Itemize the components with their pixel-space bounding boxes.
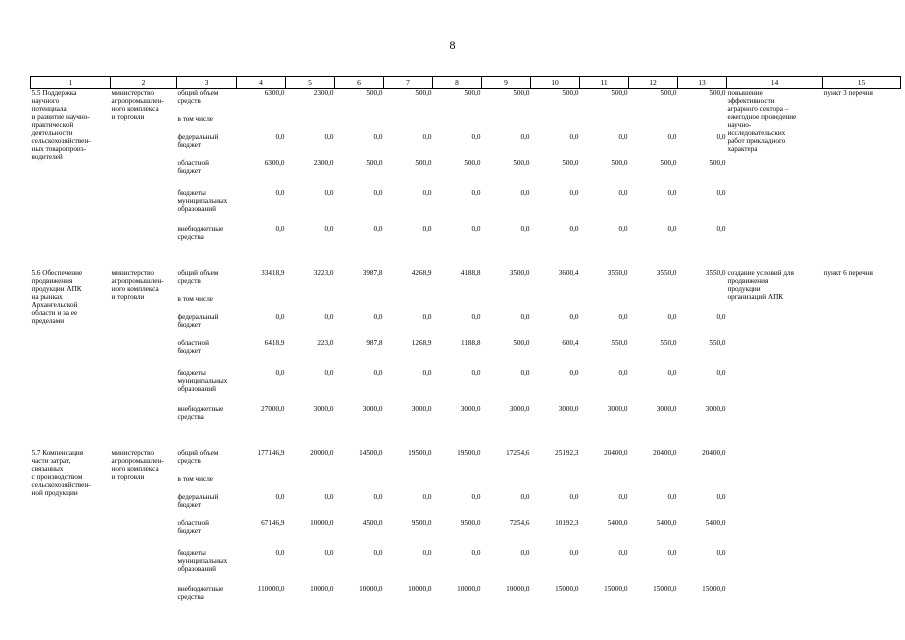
funding-source-label: областной бюджет	[177, 158, 209, 175]
measure-name: 5.6 Обеспечение продвижения продукции АПК на рынках Архангельской области и за ее пределами	[31, 268, 83, 325]
funding-value	[335, 115, 384, 133]
funding-value: 0,0	[618, 492, 628, 501]
funding-value: 0,0	[618, 548, 628, 557]
funding-source-label: общий объем средств	[177, 268, 219, 285]
funding-source-label: областной бюджет	[177, 518, 209, 535]
funding-value	[678, 115, 727, 133]
funding-source-label: федеральный бюджет	[177, 132, 219, 149]
funding-value	[531, 115, 580, 133]
funding-value: 0,0	[716, 188, 726, 197]
funding-value: 500,0	[464, 158, 481, 167]
funding-value: 500,0	[709, 158, 726, 167]
header-cell: 14	[727, 77, 823, 89]
funding-value: 0,0	[324, 188, 334, 197]
funding-value: 0,0	[471, 548, 481, 557]
funding-value: 0,0	[275, 188, 285, 197]
funding-value: 3550,0	[705, 268, 726, 277]
funding-source-label: внебюджетные средства	[177, 584, 224, 601]
funding-value: 550,0	[709, 338, 726, 347]
funding-source-label: в том числе	[177, 474, 213, 483]
funding-value: 3000,0	[411, 404, 432, 413]
funding-value: 177146,9	[257, 448, 285, 457]
reference-item	[823, 449, 901, 609]
measure-name: 5.7 Компенсация части затрат, связанных с производством сельскохозяйствен- ной продукции	[31, 448, 91, 497]
block-spacer	[31, 429, 901, 449]
funding-value	[580, 475, 629, 493]
funding-value	[433, 115, 482, 133]
funding-value: 0,0	[520, 224, 530, 233]
funding-value	[237, 295, 286, 313]
funding-value: 500,0	[513, 338, 530, 347]
funding-value: 20400,0	[604, 448, 628, 457]
funding-value	[237, 475, 286, 493]
funding-value: 0,0	[569, 368, 579, 377]
header-cell: 2	[111, 77, 177, 89]
funding-value: 500,0	[562, 89, 579, 97]
funding-value: 0,0	[618, 132, 628, 141]
funding-value: 0,0	[373, 132, 383, 141]
funding-value: 10000,0	[506, 584, 530, 593]
funding-value: 17254,6	[506, 448, 530, 457]
funding-value	[629, 295, 678, 313]
funding-value: 3000,0	[509, 404, 530, 413]
funding-value: 0,0	[373, 368, 383, 377]
funding-value: 0,0	[716, 224, 726, 233]
funding-value: 20000,0	[310, 448, 334, 457]
funding-value: 67146,9	[261, 518, 285, 527]
table-body	[31, 89, 901, 609]
funding-value: 0,0	[324, 132, 334, 141]
funding-source-label: бюджеты муниципальных образований	[177, 188, 228, 213]
funding-value	[482, 295, 531, 313]
funding-value: 223,0	[317, 338, 334, 347]
header-cell: 7	[384, 77, 433, 89]
funding-value	[433, 295, 482, 313]
funding-value: 0,0	[520, 548, 530, 557]
funding-value	[482, 115, 531, 133]
expected-result	[727, 449, 823, 609]
funding-value: 0,0	[520, 368, 530, 377]
header-cell: 1	[31, 77, 111, 89]
measure-name: 5.5 Поддержка научного потенциала и развитие научно- практической деятельности сельскохозяйствен- ных товаропроиз- водителей	[31, 89, 91, 161]
funding-value	[286, 115, 335, 133]
funding-value: 0,0	[569, 312, 579, 321]
funding-value: 7254,6	[509, 518, 530, 527]
table-row	[31, 449, 901, 475]
funding-value: 0,0	[422, 224, 432, 233]
funding-value	[531, 475, 580, 493]
funding-value: 19500,0	[408, 448, 432, 457]
funding-source-label: областной бюджет	[177, 338, 209, 355]
funding-value: 500,0	[611, 158, 628, 167]
funding-value: 0,0	[716, 548, 726, 557]
funding-value: 2300,0	[313, 89, 334, 97]
funding-value: 0,0	[716, 492, 726, 501]
funding-value: 3000,0	[705, 404, 726, 413]
funding-value: 0,0	[471, 132, 481, 141]
funding-value: 4268,9	[411, 268, 432, 277]
funding-value: 0,0	[275, 548, 285, 557]
funding-value: 0,0	[422, 312, 432, 321]
funding-value: 1188,8	[461, 338, 481, 347]
funding-value: 25192,3	[555, 448, 579, 457]
funding-value: 500,0	[513, 89, 530, 97]
expected-result: повышение эффективности аграрного сектора – ежегодное проведение научно- исследовательских работ прикладного характера	[727, 89, 797, 153]
spacer-cell	[31, 249, 901, 269]
funding-value: 6300,0	[264, 89, 285, 97]
funding-value: 0,0	[422, 132, 432, 141]
funding-value: 500,0	[709, 89, 726, 97]
funding-value: 20400,0	[653, 448, 677, 457]
funding-value	[237, 115, 286, 133]
program-table	[30, 76, 901, 609]
funding-value: 0,0	[324, 312, 334, 321]
header-cell: 8	[433, 77, 482, 89]
funding-value: 0,0	[373, 312, 383, 321]
funding-value: 9500,0	[411, 518, 432, 527]
funding-value: 0,0	[618, 188, 628, 197]
funding-value: 500,0	[366, 89, 383, 97]
funding-value: 0,0	[373, 492, 383, 501]
funding-source-label: внебюджетные средства	[177, 404, 224, 421]
funding-value: 19500,0	[457, 448, 481, 457]
funding-value	[629, 115, 678, 133]
funding-value	[580, 115, 629, 133]
funding-value: 500,0	[562, 158, 579, 167]
funding-value	[384, 475, 433, 493]
spacer-cell	[31, 429, 901, 449]
executor-name: министерство агропромышлен- ного комплекса и торговли	[111, 89, 164, 121]
funding-source-label: федеральный бюджет	[177, 492, 219, 509]
funding-value	[433, 475, 482, 493]
funding-value: 0,0	[324, 548, 334, 557]
header-cell: 10	[531, 77, 580, 89]
funding-value: 3500,0	[509, 268, 530, 277]
funding-value	[531, 295, 580, 313]
funding-value: 600,4	[562, 338, 579, 347]
funding-value: 10000,0	[457, 584, 481, 593]
funding-value: 0,0	[667, 188, 677, 197]
funding-value: 0,0	[618, 224, 628, 233]
funding-value: 0,0	[667, 132, 677, 141]
funding-value: 500,0	[464, 89, 481, 97]
funding-value: 0,0	[324, 224, 334, 233]
funding-value: 14500,0	[359, 448, 383, 457]
funding-value: 15000,0	[604, 584, 628, 593]
funding-value: 3000,0	[362, 404, 383, 413]
header-row	[31, 77, 901, 89]
funding-value: 0,0	[667, 368, 677, 377]
funding-value	[678, 295, 727, 313]
executor-name: министерство агропромышлен- ного комплекса и торговли	[111, 268, 164, 301]
funding-value: 20400,0	[702, 448, 726, 457]
funding-value: 550,0	[660, 338, 677, 347]
funding-value: 0,0	[373, 224, 383, 233]
funding-value: 0,0	[569, 492, 579, 501]
block-spacer	[31, 249, 901, 269]
reference-item: пункт 3 перечня	[823, 89, 873, 97]
funding-value: 0,0	[373, 188, 383, 197]
table-row	[31, 89, 901, 115]
funding-value: 0,0	[275, 132, 285, 141]
funding-source-label: федеральный бюджет	[177, 312, 219, 329]
funding-value: 0,0	[275, 224, 285, 233]
funding-source-label: внебюджетные средства	[177, 224, 224, 241]
funding-value: 0,0	[618, 368, 628, 377]
header-cell: 6	[335, 77, 384, 89]
funding-value: 500,0	[415, 158, 432, 167]
funding-value: 0,0	[716, 368, 726, 377]
funding-value: 2300,0	[313, 158, 334, 167]
funding-value: 3000,0	[558, 404, 579, 413]
funding-value: 6300,0	[264, 158, 285, 167]
funding-source-label: в том числе	[177, 294, 213, 303]
page-number: 8	[449, 38, 456, 52]
funding-value: 0,0	[471, 188, 481, 197]
funding-value: 10192,3	[555, 518, 579, 527]
funding-value: 0,0	[422, 368, 432, 377]
funding-value: 0,0	[471, 224, 481, 233]
funding-value: 110000,0	[257, 584, 285, 593]
funding-value: 3223,0	[313, 268, 334, 277]
funding-value: 500,0	[660, 158, 677, 167]
funding-value: 3000,0	[607, 404, 628, 413]
funding-value: 3000,0	[656, 404, 677, 413]
funding-value: 27000,0	[261, 404, 285, 413]
funding-value: 3600,4	[558, 268, 579, 277]
funding-value: 550,0	[611, 338, 628, 347]
funding-value: 500,0	[366, 158, 383, 167]
funding-source-label: общий объем средств	[177, 89, 219, 105]
funding-value: 0,0	[667, 492, 677, 501]
funding-value: 0,0	[618, 312, 628, 321]
funding-value: 0,0	[275, 368, 285, 377]
reference-item: пункт 6 перечня	[823, 268, 873, 277]
funding-value	[629, 475, 678, 493]
funding-value: 0,0	[422, 548, 432, 557]
funding-value: 3000,0	[460, 404, 481, 413]
funding-value: 9500,0	[460, 518, 481, 527]
funding-value: 0,0	[324, 492, 334, 501]
funding-value: 0,0	[520, 132, 530, 141]
funding-value: 0,0	[569, 188, 579, 197]
funding-value: 6418,9	[264, 338, 285, 347]
funding-value: 0,0	[667, 548, 677, 557]
funding-value: 0,0	[569, 224, 579, 233]
funding-value: 0,0	[667, 312, 677, 321]
funding-value: 0,0	[716, 312, 726, 321]
funding-value: 3987,8	[362, 268, 383, 277]
funding-value	[384, 295, 433, 313]
funding-value: 10000,0	[359, 584, 383, 593]
funding-value: 0,0	[716, 132, 726, 141]
header-cell: 5	[286, 77, 335, 89]
executor-name: министерство агропромышлен- ного комплекса и торговли	[111, 448, 164, 481]
funding-value	[482, 475, 531, 493]
funding-value: 15000,0	[653, 584, 677, 593]
table-row	[31, 269, 901, 295]
funding-value	[286, 475, 335, 493]
funding-value: 0,0	[569, 132, 579, 141]
funding-value: 500,0	[415, 89, 432, 97]
header-cell: 15	[823, 77, 901, 89]
funding-value: 0,0	[422, 492, 432, 501]
funding-value: 10000,0	[310, 518, 334, 527]
funding-value: 0,0	[569, 548, 579, 557]
funding-value: 5400,0	[705, 518, 726, 527]
funding-value: 5400,0	[607, 518, 628, 527]
expected-result: создание условий для продвижения продукции организаций АПК	[727, 268, 794, 301]
funding-value: 3550,0	[656, 268, 677, 277]
funding-source-label: бюджеты муниципальных образований	[177, 368, 228, 393]
funding-source-label: в том числе	[177, 114, 213, 123]
funding-value: 0,0	[471, 492, 481, 501]
funding-value	[335, 295, 384, 313]
funding-value	[286, 295, 335, 313]
funding-value: 5400,0	[656, 518, 677, 527]
funding-value: 987,8	[366, 338, 383, 347]
funding-value: 0,0	[471, 312, 481, 321]
header-cell: 3	[177, 77, 237, 89]
header-cell: 11	[580, 77, 629, 89]
funding-value	[384, 115, 433, 133]
funding-value: 4500,0	[362, 518, 383, 527]
funding-value: 15000,0	[702, 584, 726, 593]
funding-value: 15000,0	[555, 584, 579, 593]
funding-value: 3550,0	[607, 268, 628, 277]
funding-value	[335, 475, 384, 493]
funding-value: 500,0	[513, 158, 530, 167]
funding-value: 0,0	[520, 188, 530, 197]
funding-value: 0,0	[275, 312, 285, 321]
funding-value: 500,0	[611, 89, 628, 97]
funding-source-label: бюджеты муниципальных образований	[177, 548, 228, 573]
funding-value: 0,0	[373, 548, 383, 557]
funding-value: 500,0	[660, 89, 677, 97]
funding-value: 3000,0	[313, 404, 334, 413]
funding-value: 10000,0	[408, 584, 432, 593]
funding-value: 0,0	[324, 368, 334, 377]
funding-value: 0,0	[422, 188, 432, 197]
funding-value: 1268,9	[411, 338, 432, 347]
funding-value	[678, 475, 727, 493]
header-cell: 4	[237, 77, 286, 89]
funding-value: 0,0	[520, 312, 530, 321]
header-cell: 12	[629, 77, 678, 89]
funding-value: 33418,9	[261, 268, 285, 277]
funding-value: 0,0	[275, 492, 285, 501]
header-cell: 9	[482, 77, 531, 89]
funding-value: 0,0	[520, 492, 530, 501]
funding-value: 10000,0	[310, 584, 334, 593]
funding-value: 4188,8	[460, 268, 481, 277]
funding-value	[580, 295, 629, 313]
header-cell: 13	[678, 77, 727, 89]
funding-value: 0,0	[471, 368, 481, 377]
funding-value: 0,0	[667, 224, 677, 233]
funding-source-label: общий объем средств	[177, 448, 219, 465]
